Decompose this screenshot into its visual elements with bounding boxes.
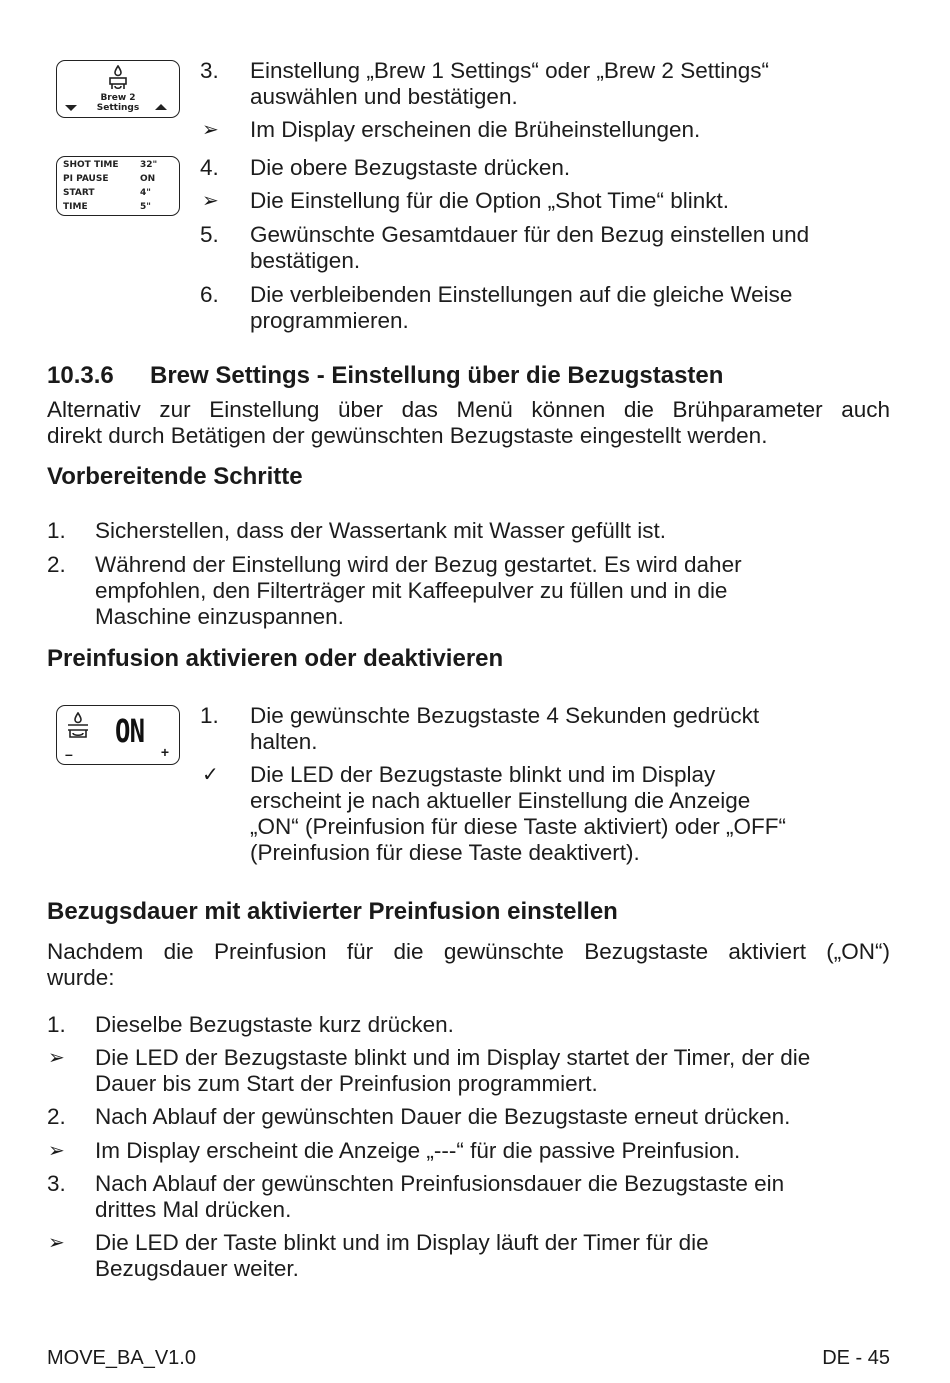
- subheading-prep: Vorbereitende Schritte: [47, 463, 303, 490]
- step-text: Dieselbe Bezugstaste kurz drücken.: [95, 1012, 454, 1037]
- arrow-bullet-icon: ➢: [202, 119, 219, 141]
- footer-page-number: DE - 45: [822, 1347, 890, 1369]
- step-marker: 2.: [47, 552, 66, 577]
- checkmark-icon: ✓: [202, 764, 219, 786]
- section-title: Brew Settings - Einstellung über die Bezugstasten: [150, 362, 724, 389]
- step-text: Im Display erscheinen die Brüheinstellungen.: [250, 117, 701, 142]
- step-marker: 1.: [200, 703, 219, 728]
- step-text: bestätigen.: [250, 248, 361, 273]
- step-text: auswählen und bestätigen.: [250, 84, 518, 109]
- step-marker: 3.: [47, 1171, 66, 1196]
- step-text: Dauer bis zum Start der Preinfusion programmiert.: [95, 1071, 598, 1096]
- arrow-bullet-icon: ➢: [48, 1232, 65, 1254]
- display-preinfusion: [56, 705, 180, 765]
- duration-intro: wurde:: [47, 965, 115, 990]
- step-text: Gewünschte Gesamtdauer für den Bezug einstellen und: [250, 222, 810, 247]
- step-marker: 1.: [47, 1012, 66, 1037]
- step-text: erscheint je nach aktueller Einstellung die Anzeige: [250, 788, 751, 813]
- section-intro: direkt durch Betätigen der gewünschten Bezugstaste eingestellt werden.: [47, 423, 768, 448]
- step-text: Bezugsdauer weiter.: [95, 1256, 299, 1281]
- display-row: [63, 188, 173, 198]
- step-marker: 5.: [200, 222, 219, 247]
- arrow-bullet-icon: ➢: [202, 190, 219, 212]
- display-brew-line1: Brew 2: [100, 93, 136, 103]
- step-marker: 6.: [200, 282, 219, 307]
- step-marker: 1.: [47, 518, 66, 543]
- step-marker: 2.: [47, 1104, 66, 1129]
- step-text: Sicherstellen, dass der Wassertank mit Wasser gefüllt ist.: [95, 518, 667, 543]
- step-text: Während der Einstellung wird der Bezug gestartet. Es wird daher: [95, 552, 742, 577]
- section-intro: Alternativ zur Einstellung über das Menü können die Brühparameter auch: [47, 397, 890, 422]
- step-text: (Preinfusion für diese Taste deaktivert).: [250, 840, 640, 865]
- display-brew-line2: Settings: [96, 103, 140, 113]
- step-text: Die gewünschte Bezugstaste 4 Sekunden gedrückt: [250, 703, 760, 728]
- arrow-down-icon: [65, 105, 77, 111]
- arrow-up-icon: [155, 104, 167, 110]
- step-text: Die LED der Taste blinkt und im Display läuft der Timer für die: [95, 1230, 709, 1255]
- arrow-bullet-icon: ➢: [48, 1140, 65, 1162]
- arrow-bullet-icon: ➢: [48, 1047, 65, 1069]
- subheading-duration: Bezugsdauer mit aktivierter Preinfusion einstellen: [47, 898, 618, 925]
- step-text: Nach Ablauf der gewünschten Preinfusionsdauer die Bezugstaste ein: [95, 1171, 785, 1196]
- subheading-preinfusion: Preinfusion aktivieren oder deaktivieren: [47, 645, 504, 672]
- step-text: Im Display erscheint die Anzeige „---“ für die passive Preinfusion.: [95, 1138, 741, 1163]
- step-text: Nach Ablauf der gewünschten Dauer die Bezugstaste erneut drücken.: [95, 1104, 791, 1129]
- step-text: programmieren.: [250, 308, 409, 333]
- section-number: 10.3.6: [47, 362, 114, 389]
- step-marker: 3.: [200, 58, 219, 83]
- step-text: „ON“ (Preinfusion für diese Taste aktiviert) oder „OFF“: [250, 814, 786, 839]
- step-text: Die LED der Bezugstaste blinkt und im Display: [250, 762, 716, 787]
- display-on-value: ON: [115, 712, 145, 750]
- display-row-value: 32": [140, 160, 158, 170]
- display-brew-settings: [56, 60, 180, 118]
- display-row-value: 4": [140, 188, 151, 198]
- step-text: Einstellung „Brew 1 Settings“ oder „Brew 2 Settings“: [250, 58, 769, 83]
- display-row-value: 5": [140, 202, 151, 212]
- display-row: [63, 160, 173, 170]
- step-text: Die Einstellung für die Option „Shot Time“ blinkt.: [250, 188, 729, 213]
- step-text: Maschine einzuspannen.: [95, 604, 344, 629]
- footer-doc-id: MOVE_BA_V1.0: [47, 1347, 196, 1369]
- display-row: [63, 174, 173, 184]
- preinfusion-cup-icon: [65, 712, 93, 742]
- duration-intro: Nachdem die Preinfusion für die gewünschte Bezugstaste aktiviert („ON“): [47, 939, 890, 964]
- display-row-label: SHOT TIME: [63, 160, 119, 170]
- coffee-cup-icon: [107, 65, 129, 91]
- display-row-label: PI PAUSE: [63, 174, 109, 184]
- minus-icon: –: [65, 746, 73, 762]
- step-text: drittes Mal drücken.: [95, 1197, 292, 1222]
- step-text: Die LED der Bezugstaste blinkt und im Display startet der Timer, der die: [95, 1045, 811, 1070]
- step-text: Die obere Bezugstaste drücken.: [250, 155, 571, 180]
- step-text: Die verbleibenden Einstellungen auf die gleiche Weise: [250, 282, 793, 307]
- step-text: halten.: [250, 729, 318, 754]
- display-row-label: TIME: [63, 202, 88, 212]
- step-text: empfohlen, den Filterträger mit Kaffeepulver zu füllen und in die: [95, 578, 728, 603]
- display-row-value: ON: [140, 174, 156, 184]
- step-marker: 4.: [200, 155, 219, 180]
- display-row: [63, 202, 173, 212]
- display-row-label: START: [63, 188, 95, 198]
- plus-icon: +: [160, 744, 169, 760]
- display-shot-settings: [56, 156, 180, 216]
